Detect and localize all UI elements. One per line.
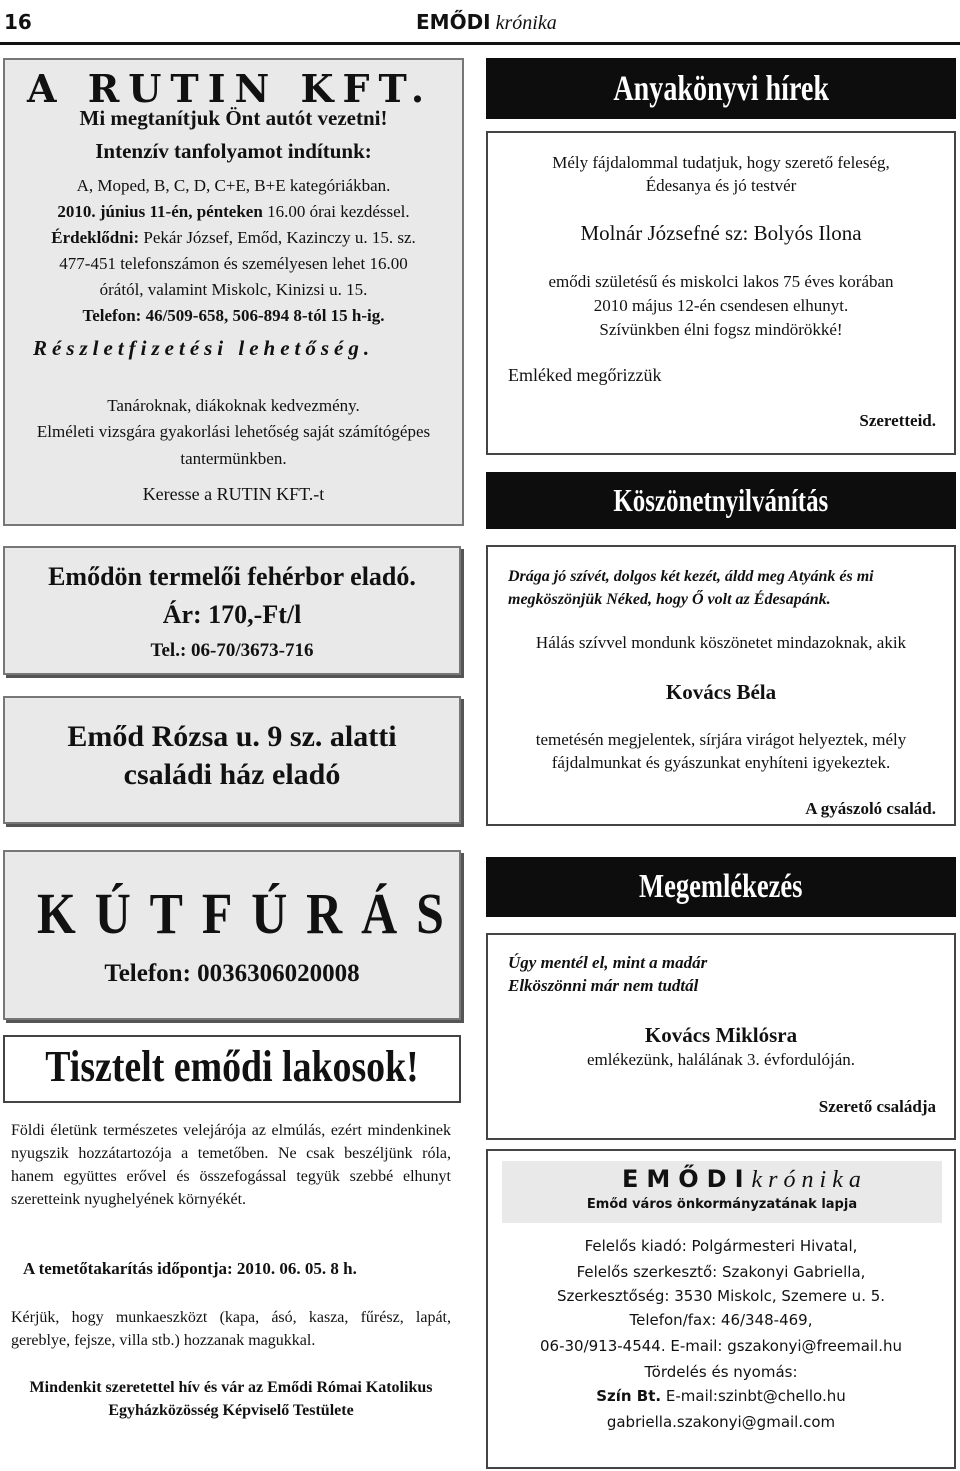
registry-heading-bar xyxy=(486,58,956,119)
thanks-line: Hálás szívvel mondunk köszönetet mindazoknak, akik xyxy=(535,633,907,652)
rutin-categories: A, Moped, B, C, D, C+E, B+E kategóriákban. xyxy=(76,176,391,195)
imprint-editor: Felelős szerkesztő: Szakonyi Gabriella, xyxy=(576,1263,866,1281)
rutin-practice-1: Elméleti vizsgára gyakorlási lehetőség saját számítógépes xyxy=(36,422,431,441)
imprint-print-label: Tördelés és nyomás: xyxy=(644,1363,798,1381)
registry-detail-1: emődi születésű és miskolci lakos 75 éves korában xyxy=(548,272,894,291)
imprint-logo-panel xyxy=(502,1161,942,1223)
thanks-detail-2: fájdalmunkat és gyászunkat enyhíteni igyekeztek. xyxy=(551,753,891,772)
registry-heading: Anyakönyvi hírek xyxy=(613,68,829,108)
well-drilling-ad xyxy=(3,850,461,1020)
header-rule xyxy=(0,42,960,45)
thanks-quote: Drága jó szívét, dolgos két kezét, áldd meg Atyánk és mi megköszönjük Néked, hogy Ő volt az Édesapánk. xyxy=(508,568,874,608)
residents-paragraph-2: Kérjük, hogy munkaeszközt (kapa, ásó, kasza, fűrész, lapát, gereblye, fejsze, villa stb.) hozzanak magukkal. xyxy=(11,1309,451,1349)
memorial-heading: Megemlékezés xyxy=(639,868,803,905)
wine-ad xyxy=(3,546,461,675)
thanks-heading: Köszönetnyilvánítás xyxy=(613,482,829,518)
memorial-name: Kovács Miklósra xyxy=(644,1023,798,1047)
house-line-2: családi ház eladó xyxy=(123,758,341,791)
rutin-course: Intenzív tanfolyamot indítunk: xyxy=(95,139,372,163)
house-ad xyxy=(3,696,461,824)
rutin-practice-2: tantermünkben. xyxy=(180,449,287,468)
memorial-box xyxy=(486,933,956,1140)
rutin-contact: Érdeklődni: Pekár József, Emőd, Kazinczy u. 15. sz. xyxy=(51,228,416,247)
memorial-verse-2: Elköszönni már nem tudtál xyxy=(508,976,699,995)
thanks-name: Kovács Béla xyxy=(665,680,777,704)
page-number: 16 xyxy=(4,10,32,34)
thanks-detail-1: temetésén megjelentek, sírjára virágot helyeztek, mély xyxy=(535,730,907,749)
well-phone: Telefon: 0036306020008 xyxy=(104,960,360,987)
well-title: KÚTFÚRÁS xyxy=(37,881,463,946)
registry-name: Molnár Józsefné sz: Bolyós Ilona xyxy=(580,221,862,245)
rutin-phone-line: 477-451 telefonszámon és személyesen lehet 16.00 xyxy=(59,254,408,273)
memorial-heading-bar xyxy=(486,857,956,917)
residents-title: Tisztelt emődi lakosok! xyxy=(45,1042,419,1091)
rutin-title: A RUTIN KFT. xyxy=(27,66,434,111)
masthead-italic: krónika xyxy=(495,12,557,34)
imprint-publisher: Felelős kiadó: Polgármesteri Hivatal, xyxy=(584,1237,858,1255)
thanks-sign: A gyászoló család. xyxy=(805,799,936,818)
imprint-printer: Szín Bt. E-mail:szinbt@chello.hu xyxy=(596,1387,846,1405)
residents-invite: Mindenkit szeretettel hív és vár az Emődi Római Katolikus Egyházközösség Képviselő Testülete xyxy=(29,1379,433,1419)
wine-tel: Tel.: 06-70/3673-716 xyxy=(150,640,314,661)
residents-schedule: A temetőtakarítás időpontja: 2010. 06. 05. 8 h. xyxy=(23,1259,357,1278)
memorial-verse-1: Úgy mentél el, mint a madár xyxy=(508,953,708,972)
memorial-sign: Szerető családja xyxy=(818,1097,936,1116)
page-header xyxy=(0,0,960,44)
rutin-discount: Tanároknak, diákoknak kedvezmény. xyxy=(107,396,360,415)
imprint-office: Szerkesztőség: 3530 Miskolc, Szemere u. 5. xyxy=(556,1287,886,1305)
residents-title-box xyxy=(3,1035,461,1103)
imprint-mobile: 06-30/913-4544. E-mail: gszakonyi@freemail.hu xyxy=(539,1337,903,1355)
imprint-box xyxy=(486,1149,956,1469)
rutin-ad xyxy=(3,58,464,526)
imprint-subtitle: Emőd város önkormányzatának lapja xyxy=(586,1197,858,1212)
header-masthead xyxy=(416,10,557,35)
rutin-tagline: Mi megtanítjuk Önt autót vezetni! xyxy=(79,106,388,130)
imprint-email-2: gabriella.szakonyi@gmail.com xyxy=(606,1413,836,1431)
registry-memory: Emléked megőrizzük xyxy=(508,365,662,385)
house-line-1: Emőd Rózsa u. 9 sz. alatti xyxy=(67,720,397,753)
rutin-hours-line: órától, valamint Miskolc, Kinizsi u. 15. xyxy=(99,280,368,299)
wine-headline: Emődön termelői fehérbor eladó. xyxy=(48,562,416,591)
imprint-logo: EMŐDIkrónika xyxy=(622,1165,867,1193)
registry-detail-2: 2010 május 12-én csendesen elhunyt. xyxy=(593,296,849,315)
registry-box xyxy=(486,131,956,455)
registry-detail-3: Szívünkben élni fogsz mindörökké! xyxy=(599,320,843,339)
registry-intro-1: Mély fájdalommal tudatjuk, hogy szerető feleség, xyxy=(552,153,890,172)
thanks-box xyxy=(486,545,956,826)
registry-sign: Szeretteid. xyxy=(859,411,936,430)
wine-price: Ár: 170,-Ft/l xyxy=(162,600,302,629)
rutin-telefon: Telefon: 46/509-658, 506-894 8-tól 15 h-ig. xyxy=(82,306,385,325)
rutin-installment: Részletfizetési lehetőség. xyxy=(33,336,375,360)
imprint-phone: Telefon/fax: 46/348-469, xyxy=(629,1311,813,1329)
rutin-closing: Keresse a RUTIN KFT.-t xyxy=(142,484,325,504)
registry-intro-2: Édesanya és jó testvér xyxy=(645,176,797,195)
residents-paragraph-1: Földi életünk természetes velejárója az elmúlás, ezért mindenkinek nyugszik hozzátartozója a temetőben. Ne csak beszéljünk róla, hanem együttes erővel és összefogással tegyük szebbé elhunyt szeretteink nyughelyének környékét. xyxy=(11,1122,451,1208)
rutin-date: 2010. június 11-én, pénteken 16.00 órai kezdéssel. xyxy=(57,202,410,221)
memorial-line: emlékezünk, halálának 3. évfordulóján. xyxy=(586,1050,856,1069)
thanks-heading-bar xyxy=(486,472,956,529)
masthead-bold: EMŐDI xyxy=(416,10,491,34)
